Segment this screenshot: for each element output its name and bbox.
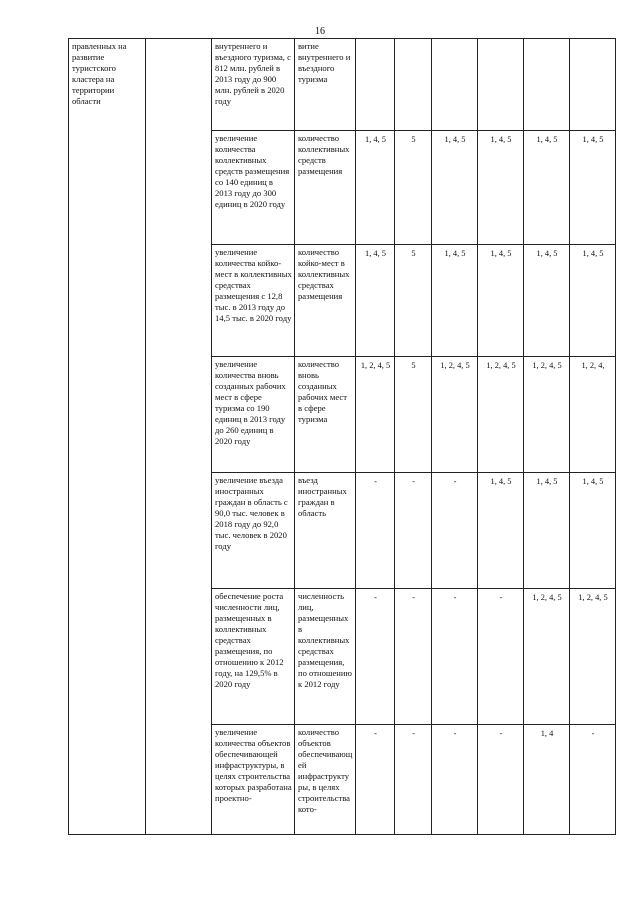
measure-cell: въезд иностранных граждан в область: [295, 473, 356, 589]
value-cell: 1, 4, 5: [524, 131, 570, 245]
measure-cell: количество койко-мест в коллективных средствах размещения: [295, 245, 356, 357]
indicator-cell: обеспечение роста численности лиц, размещенных в коллективных средствах размещения, по отношению к 2012 году, на 129,5% в 2020 году: [212, 589, 295, 725]
value-cell: 1, 4, 5: [570, 473, 616, 589]
value-cell: [524, 39, 570, 131]
indicator-cell: внутреннего и въездного туризма, с 812 млн. рублей в 2013 году до 900 млн. рублей в 2020 году: [212, 39, 295, 131]
indicator-cell: увеличение количества вновь созданных рабочих мест в сфере туризма со 190 единиц в 2013 году до 260 единиц в 2020 году: [212, 357, 295, 473]
value-cell: -: [478, 589, 524, 725]
indicator-cell: увеличение количества объектов обеспечивающей инфраструктуры, в целях строительства которых разработана проектно-: [212, 725, 295, 835]
value-cell: -: [395, 725, 432, 835]
measure-cell: количество объектов обеспечивающей инфраструктуры, в целях строительства кото-: [295, 725, 356, 835]
empty-cell: [146, 39, 212, 835]
value-cell: 1, 4, 5: [570, 245, 616, 357]
value-cell: [432, 39, 478, 131]
program-table: [68, 38, 616, 835]
value-cell: -: [478, 725, 524, 835]
value-cell: 1, 2, 4, 5: [524, 357, 570, 473]
value-cell: 1, 4: [524, 725, 570, 835]
value-cell: -: [356, 725, 395, 835]
indicator-cell: увеличение количества коллективных средств размещения со 140 единиц в 2013 году до 300 единиц в 2020 году: [212, 131, 295, 245]
value-cell: 1, 4, 5: [570, 131, 616, 245]
measure-cell: количество коллективных средств размещения: [295, 131, 356, 245]
indicator-cell: увеличение въезда иностранных граждан в область с 90,0 тыс. человек в 2018 году до 92,0 тыс. человек в 2020 году: [212, 473, 295, 589]
program-name-cell: правленных на развитие туристского кластера на территории области: [69, 39, 146, 835]
value-cell: 5: [395, 357, 432, 473]
value-cell: 5: [395, 131, 432, 245]
value-cell: 1, 4, 5: [356, 245, 395, 357]
value-cell: -: [432, 473, 478, 589]
value-cell: -: [395, 473, 432, 589]
value-cell: [356, 39, 395, 131]
value-cell: 1, 4, 5: [524, 245, 570, 357]
value-cell: 5: [395, 245, 432, 357]
page-number: 16: [315, 26, 325, 37]
measure-cell: численность лиц, размещенных в коллективных средствах размещения, по отношению к 2012 году: [295, 589, 356, 725]
table-body: [69, 39, 616, 835]
value-cell: 1, 4, 5: [478, 131, 524, 245]
value-cell: 1, 4, 5: [432, 245, 478, 357]
value-cell: 1, 4, 5: [356, 131, 395, 245]
value-cell: -: [395, 589, 432, 725]
table-row: [69, 39, 616, 131]
value-cell: -: [356, 473, 395, 589]
value-cell: 1, 4, 5: [524, 473, 570, 589]
value-cell: 1, 4, 5: [478, 245, 524, 357]
indicator-cell: увеличение количества койко-мест в коллективных средствах размещения с 12,8 тыс. в 2013 году до 14,5 тыс. в 2020 году: [212, 245, 295, 357]
value-cell: 1, 2, 4, 5: [478, 357, 524, 473]
value-cell: 1, 2, 4, 5: [356, 357, 395, 473]
value-cell: -: [356, 589, 395, 725]
value-cell: [395, 39, 432, 131]
program-table-wrapper: [68, 38, 615, 834]
measure-cell: количество вновь созданных рабочих мест в сфере туризма: [295, 357, 356, 473]
measure-cell: витие внутреннего и въездного туризма: [295, 39, 356, 131]
value-cell: 1, 2, 4, 5: [432, 357, 478, 473]
value-cell: [478, 39, 524, 131]
value-cell: -: [432, 725, 478, 835]
value-cell: 1, 2, 4, 5: [570, 589, 616, 725]
value-cell: -: [570, 725, 616, 835]
value-cell: [570, 39, 616, 131]
value-cell: 1, 2, 4,: [570, 357, 616, 473]
value-cell: 1, 2, 4, 5: [524, 589, 570, 725]
value-cell: -: [432, 589, 478, 725]
value-cell: 1, 4, 5: [432, 131, 478, 245]
value-cell: 1, 4, 5: [478, 473, 524, 589]
